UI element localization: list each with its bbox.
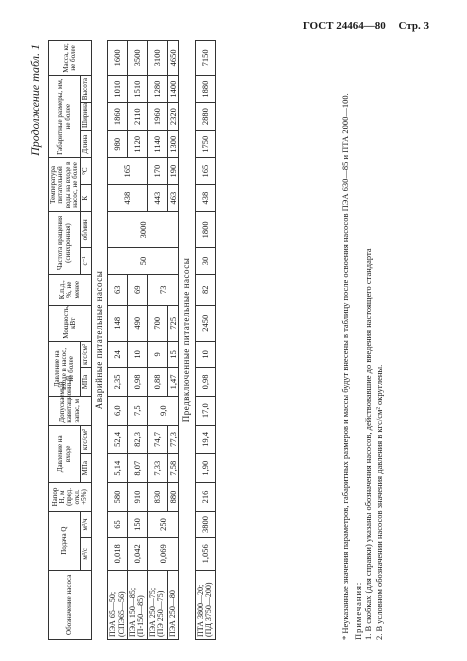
col-dimensions: Габаритные размеры, мм, не более: [49, 75, 81, 158]
notes-title: Примечания:: [352, 581, 363, 640]
page-header: [303, 20, 429, 32]
table-continuation: Продолжение табл. 1: [28, 44, 42, 156]
pump-table: [48, 40, 216, 640]
col-length: Длина: [81, 130, 91, 158]
col-cavitation: Допускаемый кавитационный запас, м: [49, 396, 92, 425]
table-row: ПЭА 65—50; (СПЭ65—56) 0,018 65 580 5,14 52,4 6,0 2,35 24 148 63 50 3000 438 165 980 1860 1010 1600: [108, 41, 128, 640]
col-speed-s: с⁻¹: [81, 248, 91, 274]
col-pressure-mpa: МПа: [81, 454, 91, 483]
col-power: Мощность, кВт: [49, 305, 92, 341]
section-booster: Предвключенные питательные насосы: [179, 41, 195, 640]
section-emergency: Аварийные питательные насосы: [91, 41, 107, 640]
col-outlet-mpa: МПа: [81, 368, 91, 397]
col-width: Ширина: [81, 103, 91, 131]
table-row: ПЭА 250—75; (ПЭ 250—75) 0,069 250 830 7,33 74,7 9,0 0,88 9 700 73 443 170 1140 1960 1280 3100: [147, 41, 167, 640]
table-row: ПТА 3800—20; (ПД 3750—200) 1,056 3800 216 1,90 19,4 17,0 0,98 10 2450 82 30 1800 438 165 1750 2880 1880 7150: [195, 41, 215, 640]
col-efficiency: К.п.д., %, не менее: [49, 274, 92, 305]
col-temp-c: °С: [81, 158, 91, 184]
col-flow-m3s: м³/с: [81, 538, 91, 570]
col-outlet-pressure: Давление на входе в насос, не более: [49, 341, 81, 396]
col-speed-rpm: об/мин: [81, 212, 91, 248]
col-temperature: Температура питательной воды на входе в насос, не более: [49, 158, 81, 212]
col-pressure: Давление на входе: [49, 425, 81, 483]
col-temp-k: К: [81, 184, 91, 212]
col-pressure-kgf: кгс/см²: [81, 425, 91, 454]
table-row: ПЭА 150—85; (П-150—85) 0,042 150 910 8,07 82,3 7,5 0,98 10 490 69 1120 2110 1510 3500: [127, 41, 147, 640]
gost-number: ГОСТ 24464—80: [302, 20, 386, 32]
col-designation: Обозначение насоса: [49, 570, 92, 639]
notes: [340, 40, 385, 640]
col-mass: Масса, кг, не более: [49, 41, 92, 76]
table-row: ПЭА 250—80 880 7,58 77,3 1,47 15 725 463 190 1300 2320 1400 4650: [167, 41, 179, 640]
rotated-document: [28, 40, 448, 640]
col-outlet-kgf: кгс/см²: [81, 341, 91, 367]
col-height: Высота: [81, 75, 91, 103]
note-1: 1. В скобках (для справки) указаны обозначения насосов, действовавшие до введения настоящего стандарта: [363, 248, 374, 640]
note-2: 2. В условном обозначении насосов значения давления в кгс/см² округлены.: [373, 364, 384, 640]
footnote: * Неуказанные значения параметров, габаритных размеров и массы будут внесены в таблицу после освоения насосов ПЭА 630—85 и ПТА 2000—100.: [340, 93, 350, 640]
col-flow-m3h: м³/ч: [81, 511, 91, 537]
page-number: Стр. 3: [398, 20, 429, 32]
col-head: Напор H, м (пред. откл. +5%): [49, 483, 92, 512]
col-speed: Частота вращения (синхронная): [49, 212, 81, 274]
col-flow: Подача Q: [49, 511, 81, 570]
